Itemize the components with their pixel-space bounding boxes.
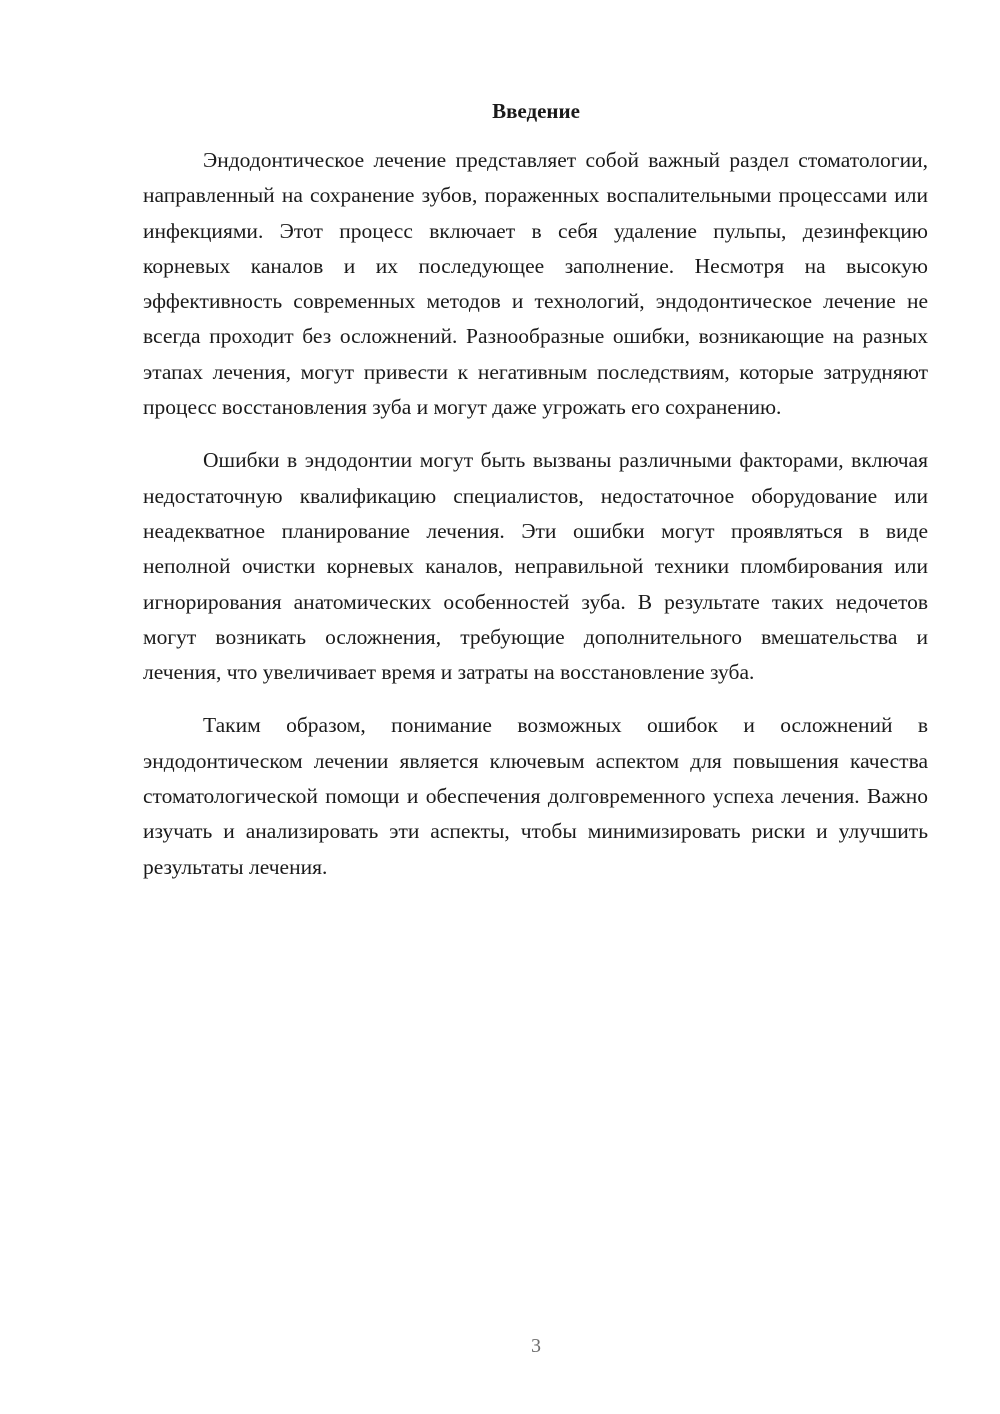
document-body — [143, 143, 928, 903]
paragraph-3: Таким образом, понимание возможных ошибок и осложнений в эндодонтическом лечении является ключевым аспектом для повышения качества стоматологической помощи и обеспечения долговременного успеха лечения. Важно изучать и анализировать эти аспекты, чтобы минимизировать риски и улучшить результаты лечения. — [143, 713, 928, 879]
paragraph-2: Ошибки в эндодонтии могут быть вызваны различными факторами, включая недостаточную квалификацию специалистов, недостаточное оборудование или неадекватное планирование лечения. Эти ошибки могут проявляться в виде неполной очистки корневых каналов, неправильной техники пломбирования или игнорирования анатомических особенностей зуба. В результате таких недочетов могут возникать осложнения, требующие дополнительного вмешательства и лечения, что увеличивает время и затраты на восстановление зуба. — [143, 448, 928, 685]
section-title: Введение — [492, 99, 580, 123]
page-number: 3 — [531, 1335, 541, 1357]
paragraph-1: Эндодонтическое лечение представляет собой важный раздел стоматологии, направленный на сохранение зубов, пораженных воспалительными процессами или инфекциями. Этот процесс включает в себя удаление пульпы, дезинфекцию корневых каналов и их последующее заполнение. Несмотря на высокую эффективность современных методов и технологий, эндодонтическое лечение не всегда проходит без осложнений. Разнообразные ошибки, возникающие на разных этапах лечения, могут привести к негативным последствиям, которые затрудняют процесс восстановления зуба и могут даже угрожать его сохранению. — [143, 148, 928, 420]
